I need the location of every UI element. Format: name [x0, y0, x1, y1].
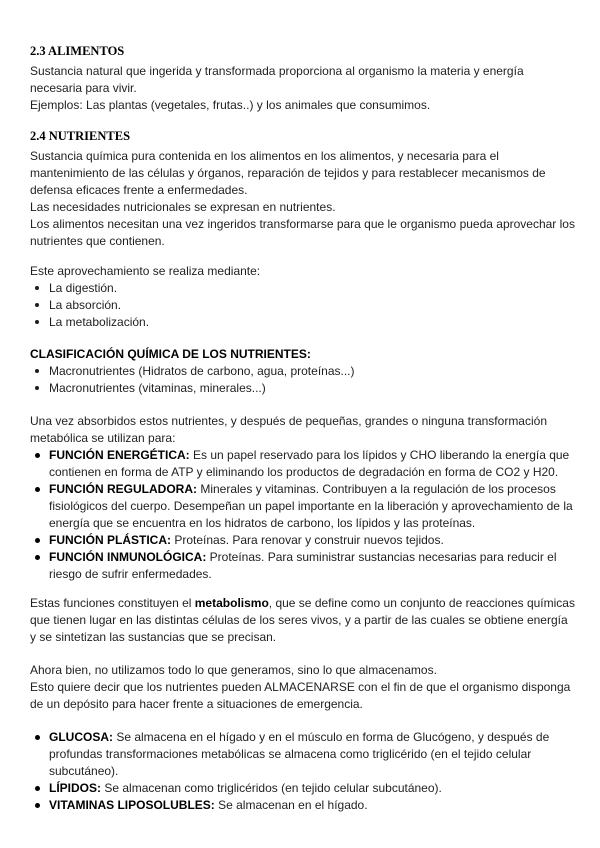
section-alimentos	[30, 43, 575, 114]
paragraph: Ejemplos: Las plantas (vegetales, frutas..) y los animales que consumimos.	[30, 98, 431, 112]
paragraph: Las necesidades nutricionales se expresan en nutrientes.	[30, 200, 336, 214]
list-item: Macronutrientes (vitaminas, minerales...)	[30, 380, 575, 397]
item-label: FUNCIÓN REGULADORA:	[49, 482, 197, 496]
paragraph: Una vez absorbidos estos nutrientes, y después de pequeñas, grandes o ninguna transformación metabólica se utilizan para:	[30, 414, 547, 445]
section-heading: 2.4 NUTRIENTES	[30, 129, 131, 143]
list-item	[30, 729, 575, 780]
section-clasificacion	[30, 346, 575, 397]
paragraph: Este aprovechamiento se realiza mediante:	[30, 264, 261, 278]
list-item: La digestión.	[30, 280, 575, 297]
list-item: La metabolización.	[30, 314, 575, 331]
list-item	[30, 532, 575, 549]
paragraph: Los alimentos necesitan una vez ingeridos transformarse para que le organismo pueda aprovechar los nutrientes que contienen.	[30, 217, 575, 248]
section-nutrientes	[30, 128, 575, 250]
list-item	[30, 481, 575, 532]
paragraph: Ahora bien, no utilizamos todo lo que generamos, sino lo que almacenamos.	[30, 663, 437, 677]
item-label: GLUCOSA:	[49, 730, 113, 744]
list-item: La absorción.	[30, 297, 575, 314]
metabolismo-term: metabolismo	[194, 596, 269, 610]
storage-list	[30, 729, 575, 814]
paragraph: Sustancia química pura contenida en los alimentos en los alimentos, y necesaria para el mantenimiento de las células y órganos, reparación de tejidos y para restablecer mecanismos de defensa eficaces frente a enfermedades.	[30, 149, 546, 197]
functions-list	[30, 447, 575, 583]
item-label: VITAMINAS LIPOSOLUBLES:	[49, 798, 215, 812]
paragraph	[30, 595, 575, 646]
item-label: FUNCIÓN INMUNOLÓGICA:	[49, 550, 207, 564]
text-post: , que se define como un conjunto de reacciones químicas que tienen lugar en las distintas células de los seres vivos, y a partir de las cuales se obtiene energía y se sintetizan las sustancias que se precisan.	[30, 596, 575, 644]
aprovechamiento-block	[30, 263, 575, 331]
item-text: Se almacenan en el hígado.	[214, 798, 368, 812]
section-almacen	[30, 662, 575, 713]
list-item	[30, 447, 575, 481]
item-text: Proteínas. Para renovar y construir nuevos tejidos.	[171, 533, 444, 547]
section-funciones	[30, 413, 575, 583]
list-item: Macronutrientes (Hidratos de carbono, agua, proteínas...)	[30, 363, 575, 380]
item-text: Proteínas. Para suministrar sustancias necesarias para reducir el riesgo de sufrir enfermedades.	[49, 550, 557, 581]
list-item	[30, 549, 575, 583]
item-text: Es un papel reservado para los lípidos y CHO liberando la energía que contienen en forma de ATP y eliminando los productos de degradación en forma de CO2 y H20.	[49, 448, 570, 479]
item-text: Se almacenan como triglicéridos (en tejido celular subcutáneo).	[101, 781, 442, 795]
paragraph: Sustancia natural que ingerida y transformada proporciona al organismo la materia y energía necesaria para vivir.	[30, 64, 524, 95]
item-label: LÍPIDOS:	[49, 781, 102, 795]
item-label: FUNCIÓN PLÁSTICA:	[49, 533, 171, 547]
section-heading: 2.3 ALIMENTOS	[30, 44, 125, 58]
process-list	[30, 280, 575, 331]
storage-block	[30, 729, 575, 814]
list-item	[30, 797, 575, 814]
classification-list	[30, 363, 575, 397]
section-heading: CLASIFICACIÓN QUÍMICA DE LOS NUTRIENTES:	[30, 347, 311, 361]
text-pre: Estas funciones constituyen el	[30, 596, 195, 610]
item-text: Se almacena en el hígado y en el músculo en forma de Glucógeno, y después de profundas transformaciones metabólicas se almacena como triglicérido (en el tejido celular subcutáneo).	[49, 730, 550, 778]
item-text: Minerales y vitaminas. Contribuyen a la regulación de los procesos fisiológicos del cuerpo. Desempeñan un papel importante en la liberación y aprovechamiento de la energía que se encuentra en los hidratos de carbono, los lípidos y las proteínas.	[49, 482, 573, 530]
item-label: FUNCIÓN ENERGÉTICA:	[49, 448, 190, 462]
list-item	[30, 780, 575, 797]
paragraph: Esto quiere decir que los nutrientes pueden ALMACENARSE con el fin de que el organismo disponga de un depósito para hacer frente a situaciones de emergencia.	[30, 680, 571, 711]
section-metabolismo	[30, 595, 575, 646]
